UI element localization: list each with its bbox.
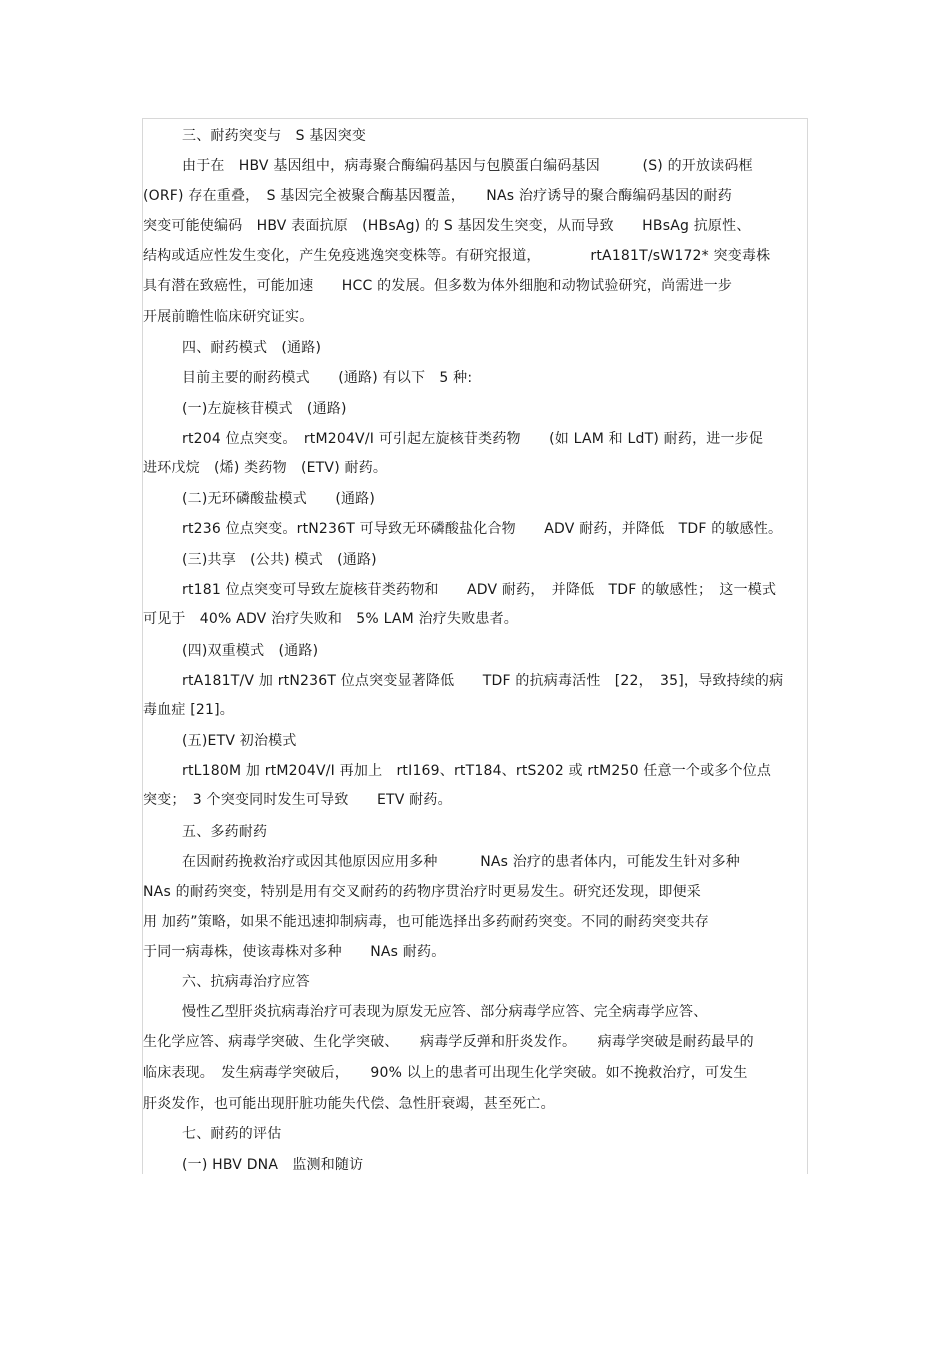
paragraph-line: 开展前瞻性临床研究证实。	[143, 309, 314, 325]
paragraph-line: rt181 位点突变可导致左旋核苷类药物和 ADV 耐药， 并降低 TDF 的敏感性； 这一模式	[182, 582, 777, 598]
paragraph-line: NAs 的耐药突变，特别是用有交叉耐药的药物序贯治疗时更易发生。研究还发现，即便采	[143, 884, 701, 900]
paragraph-line: 于同一病毒株，使该毒株对多种 NAs 耐药。	[143, 944, 446, 960]
paragraph-line: rtL180M 加 rtM204V/I 再加上 rtI169、rtT184、rtS202 或 rtM250 任意一个或多个位点	[182, 763, 772, 779]
paragraph-line: rtA181T/V 加 rtN236T 位点突变显著降低 TDF 的抗病毒活性 [22， 35]，导致持续的病	[182, 673, 784, 689]
paragraph-line: 慢性乙型肝炎抗病毒治疗可表现为原发无应答、部分病毒学应答、完全病毒学应答、	[182, 1004, 708, 1020]
section-heading: 三、耐药突变与 S 基因突变	[182, 128, 367, 144]
paragraph-line: 目前主要的耐药模式 (通路) 有以下 5 种:	[182, 370, 473, 386]
paragraph-line: rt236 位点突变。rtN236T 可导致无环磷酸盐化合物 ADV 耐药，并降低 TDF 的敏感性。	[182, 521, 783, 537]
section-heading: 六、抗病毒治疗应答	[182, 974, 310, 990]
section-heading: 四、耐药模式 (通路)	[182, 340, 322, 356]
subsection-heading: (一)左旋核苷模式 (通路)	[182, 401, 347, 417]
paragraph-line: 具有潜在致癌性，可能加速 HCC 的发展。但多数为体外细胞和动物试验研究，尚需进一步	[143, 278, 733, 294]
paragraph-line: 在因耐药挽救治疗或因其他原因应用多种 NAs 治疗的患者体内，可能发生针对多种	[182, 854, 740, 870]
paragraph-line: rt204 位点突变。 rtM204V/I 可引起左旋核苷类药物 (如 LAM 和 LdT) 耐药，进一步促	[182, 431, 764, 447]
paragraph-line: 生化学应答、病毒学突破、生化学突破、 病毒学反弹和肝炎发作。 病毒学突破是耐药最早的	[143, 1034, 754, 1050]
paragraph-line: 进环戊烷 (烯) 类药物 (ETV) 耐药。	[143, 460, 388, 476]
paragraph-line: 由于在 HBV 基因组中，病毒聚合酶编码基因与包膜蛋白编码基因 (S) 的开放读码框	[182, 158, 753, 174]
paragraph-line: (ORF) 存在重叠， S 基因完全被聚合酶基因覆盖， NAs 治疗诱导的聚合酶编码基因的耐药	[143, 188, 732, 204]
paragraph-line: 用 加药”策略，如果不能迅速抑制病毒，也可能选择出多药耐药突变。不同的耐药突变共存	[143, 914, 709, 930]
paragraph-line: 结构或适应性发生变化，产生免疫逃逸突变株等。有研究报道， rtA181T/sW172* 突变毒株	[143, 248, 771, 264]
paragraph-line: 肝炎发作，也可能出现肝脏功能失代偿、急性肝衰竭，甚至死亡。	[143, 1096, 555, 1112]
paragraph-line: 可见于 40% ADV 治疗失败和 5% LAM 治疗失败患者。	[143, 611, 518, 627]
subsection-heading: (三)共享 (公共) 模式 (通路)	[182, 552, 377, 568]
paragraph-line: 毒血症 [21]。	[143, 702, 234, 718]
paragraph-line: 临床表现。 发生病毒学突破后， 90% 以上的患者可出现生化学突破。如不挽救治疗，可发生	[143, 1065, 748, 1081]
section-heading: 五、多药耐药	[182, 824, 268, 840]
paragraph-line: 突变可能使编码 HBV 表面抗原 (HBsAg) 的 S 基因发生突变，从而导致 HBsAg 抗原性、	[143, 218, 751, 234]
section-heading: 七、耐药的评估	[182, 1126, 282, 1142]
subsection-heading: (二)无环磷酸盐模式 (通路)	[182, 491, 376, 507]
subsection-heading: (一) HBV DNA 监测和随访	[182, 1157, 364, 1173]
subsection-heading: (四)双重模式 (通路)	[182, 643, 319, 659]
paragraph-line: 突变； 3 个突变同时发生可导致 ETV 耐药。	[143, 792, 452, 808]
subsection-heading: (五)ETV 初治模式	[182, 733, 297, 749]
